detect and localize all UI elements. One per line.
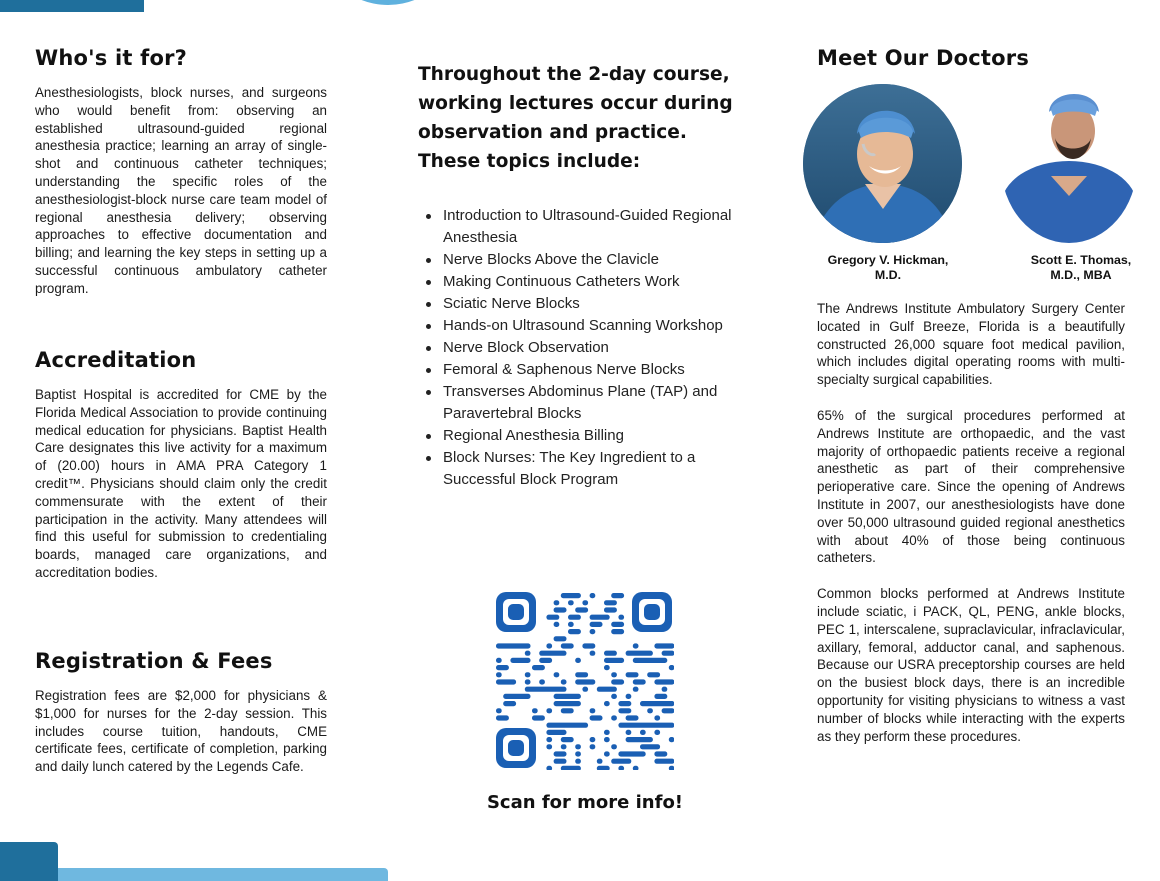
topic-item: [426, 381, 758, 425]
institute-description: [817, 300, 1125, 763]
scan-label: Scan for more info!: [486, 792, 684, 813]
who-heading: Who's it for?: [35, 46, 188, 70]
topic-label: Block Nurses: The Key Ingredient to a Successful Block Program: [443, 449, 696, 488]
doctor-name-line: Gregory V. Hickman,: [827, 253, 949, 267]
bottom-accent-bar-light: [58, 868, 388, 881]
qr-code-icon: [494, 590, 674, 770]
institute-paragraph: The Andrews Institute Ambulatory Surgery Center located in Gulf Breeze, Florida is a beautifully constructed 26,000 square foot medical pavilion, which includes digital operating rooms with multi-specialty surgical capabilities.: [817, 301, 1125, 388]
topic-item: [426, 271, 758, 293]
top-accent-bar: [0, 0, 144, 12]
bullet-icon: [426, 346, 431, 351]
topics-heading: [418, 60, 758, 176]
doctor-name-line: Scott E. Thomas,: [1030, 253, 1132, 267]
bullet-icon: [426, 324, 431, 329]
accreditation-section: [35, 348, 327, 582]
bullet-icon: [426, 214, 431, 219]
topic-item: [426, 359, 758, 381]
bullet-icon: [426, 258, 431, 263]
topic-item: [426, 249, 758, 271]
institute-paragraph: Common blocks performed at Andrews Institute include sciatic, i PACK, QL, PENG, ankle blocks, PEC 1, interscalene, supraclavicular, infraclavicular, axillary, femoral, adductor canal, and saphenous. Because our USRA preceptorship courses are held on the busiest block days, there is an incredible opportunity for visiting physicians to witness a vast number of blocks while interacting with the experts as they perform these procedures.: [817, 586, 1125, 744]
doctor-photo: [1001, 86, 1137, 243]
topic-label: Nerve Blocks Above the Clavicle: [443, 251, 659, 268]
accreditation-body: Baptist Hospital is accredited for CME by the Florida Medical Association to provide continuing medical education for physicians. Baptist Health Care designates this live activity for a maximum of (20.00) hours in AMA PRA Category 1 credit™. Physicians should claim only the credit commensurate with the extent of their participation in the activity. Many attendees will find this useful for submission to credentialing boards, managed care organizations, and accreditation bodies.: [35, 387, 327, 580]
doctor-name: [1015, 253, 1147, 283]
doctor-name: [813, 253, 963, 283]
topic-label: Making Continuous Catheters Work: [443, 273, 680, 290]
doctor-credentials: M.D., MBA: [1050, 268, 1112, 282]
topic-item: [426, 205, 758, 249]
topics-heading-line: working lectures occur during: [418, 93, 733, 114]
topic-label: Femoral & Saphenous Nerve Blocks: [443, 361, 685, 378]
top-accent-circle: [313, 0, 463, 5]
bottom-accent-bar-dark: [0, 842, 58, 881]
doctors-photos: [803, 84, 1143, 284]
doctor-portrait-icon: [1001, 86, 1137, 243]
accreditation-heading: Accreditation: [35, 348, 197, 372]
topic-label: Introduction to Ultrasound-Guided Regional Anesthesia: [443, 207, 732, 246]
registration-heading: Registration & Fees: [35, 649, 273, 673]
qr-code[interactable]: [494, 590, 674, 770]
who-section: [35, 46, 327, 298]
topic-item: [426, 337, 758, 359]
bullet-icon: [426, 302, 431, 307]
topic-item: [426, 425, 758, 447]
doctors-heading: Meet Our Doctors: [817, 46, 1030, 70]
topics-list: [418, 205, 758, 491]
doctor-credentials: M.D.: [874, 268, 902, 282]
topics-heading-line: Throughout the 2-day course,: [418, 64, 730, 85]
doctor-portrait-icon: [803, 84, 962, 243]
registration-body: Registration fees are $2,000 for physicians & $1,000 for nurses for the 2-day session. This includes course tuition, handouts, CME certificate fees, certificate of completion, parking and daily lunch catered by the Legends Cafe.: [35, 688, 327, 775]
bullet-icon: [426, 390, 431, 395]
registration-section: [35, 649, 327, 776]
topic-label: Nerve Block Observation: [443, 339, 609, 356]
topics-heading-line: These topics include:: [418, 151, 641, 172]
who-body: Anesthesiologists, block nurses, and surgeons who would benefit from: observing an established ultrasound-guided regional anesthesia practice; learning an array of single-shot and continuous catheter techniques; understanding the specific roles of the anesthesiologist-block nurse care team model of regional anesthesia delivery; observing approaches to effective documentation and billing; and learning the key steps in setting up a successful continuous ambulatory catheter program.: [35, 85, 327, 296]
topics-heading-line: observation and practice.: [418, 122, 687, 143]
topic-item: [426, 447, 758, 491]
institute-paragraph: 65% of the surgical procedures performed at Andrews Institute are orthopaedic, and the vast majority of orthopaedic patients receive a regional anesthetic as part of their comprehensive perioperative care. Since the opening of Andrews Institute in 2007, our anesthesiologists have done over 50,000 ultrasound guided regional anesthetics with about 40% of those being continuous catheters.: [817, 407, 1125, 566]
doctor-photo: [803, 84, 962, 243]
bullet-icon: [426, 434, 431, 439]
topic-item: [426, 315, 758, 337]
topics-section: [418, 60, 758, 491]
doctors-section: [817, 46, 1125, 70]
bullet-icon: [426, 280, 431, 285]
topic-label: Hands-on Ultrasound Scanning Workshop: [443, 317, 723, 334]
topic-item: [426, 293, 758, 315]
topic-label: Sciatic Nerve Blocks: [443, 295, 580, 312]
topic-label: Regional Anesthesia Billing: [443, 427, 624, 444]
bullet-icon: [426, 368, 431, 373]
topic-label: Transverses Abdominus Plane (TAP) and Paravertebral Blocks: [443, 383, 718, 422]
bullet-icon: [426, 456, 431, 461]
